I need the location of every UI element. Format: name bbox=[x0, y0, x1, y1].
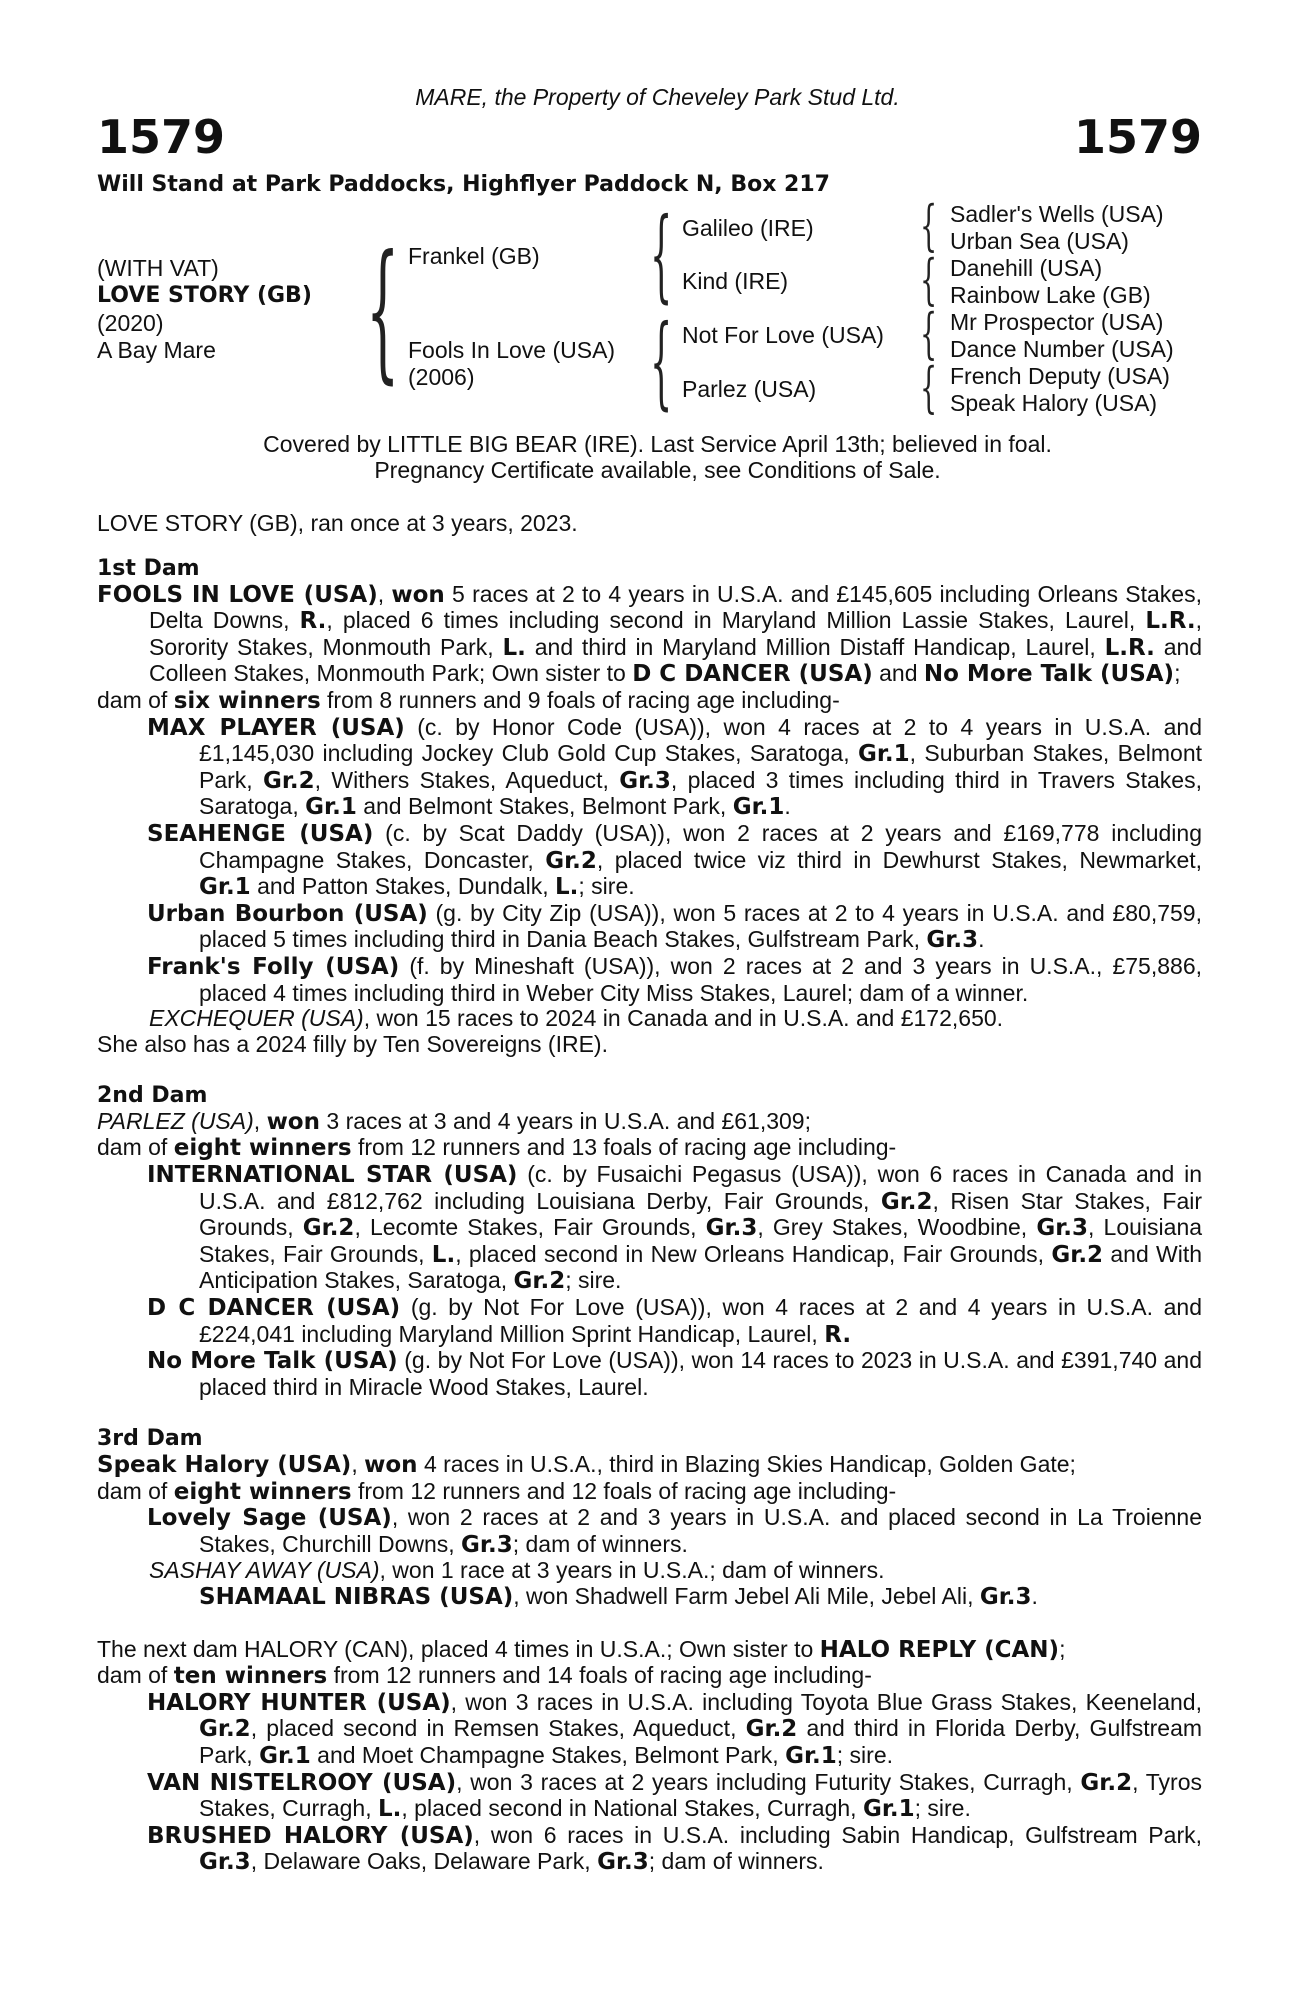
progeny-text: , Grey Stakes, Woodbine, bbox=[757, 1214, 1028, 1241]
dam2-record: PARLEZ (USA), won 3 races at 3 and 4 years in U.S.A. and £61,309; bbox=[97, 1107, 811, 1135]
progeny-text: ; dam of winners. bbox=[648, 1848, 824, 1875]
pedigree-brace-g3-4: { bbox=[920, 356, 938, 419]
pedigree-dam-year: (2006) bbox=[408, 364, 475, 390]
progeny-text: ; sire. bbox=[565, 1267, 622, 1294]
dam1-text: 5 races at 2 to 4 years in U.S.A. and £145,605 including Orleans Stakes, Delta Downs, bbox=[149, 580, 1202, 634]
race-grade: Gr.2 bbox=[1051, 1241, 1104, 1268]
dam2-name: PARLEZ (USA) bbox=[97, 1107, 254, 1134]
dam3-text: dam of bbox=[97, 1477, 168, 1504]
family-body bbox=[97, 556, 1202, 1876]
pedigree-gen3-3: Danehill (USA) bbox=[950, 255, 1103, 281]
dam3-winners-count: eight winners bbox=[173, 1478, 352, 1505]
dam1-text: and Colleen Stakes, Monmouth Park; Own sister to bbox=[149, 633, 1203, 687]
race-grade: Gr.1 bbox=[199, 874, 251, 901]
progeny-name: MAX PLAYER (USA) bbox=[147, 714, 405, 741]
dam3-heading: 3rd Dam bbox=[97, 1426, 203, 1452]
dam2-text: 3 races at 3 and 4 years in U.S.A. and £61,309; bbox=[326, 1107, 811, 1134]
race-grade: Gr.2 bbox=[302, 1215, 355, 1242]
progeny-text: , placed second in Remsen Stakes, Aqueduct, bbox=[250, 1715, 737, 1742]
race-grade: Gr.3 bbox=[597, 1849, 649, 1876]
progeny-text: (f. by Mineshaft (USA)), won 2 races at 2 and 3 years in U.S.A., £75,886, placed 4 times including third in Weber City Miss Stakes, Laurel; dam of a winner. bbox=[199, 952, 1202, 1006]
progeny-entry bbox=[97, 1505, 1202, 1558]
dam1-text: , placed 6 times including second in Maryland Million Lassie Stakes, Laurel, bbox=[326, 607, 1136, 634]
stand-location: Will Stand at Park Paddocks, Highflyer Paddock N, Box 217 bbox=[97, 172, 830, 197]
progeny-entry bbox=[97, 954, 1202, 1006]
progeny-entry bbox=[97, 1770, 1202, 1823]
progeny-text: (g. by Not For Love (USA)), won 14 races to 2023 in U.S.A. and £391,740 and placed third in Miracle Wood Stakes, Laurel. bbox=[199, 1347, 1203, 1400]
progeny-name: SASHAY AWAY (USA) bbox=[149, 1557, 380, 1584]
progeny-text: (g. by Not For Love (USA)), won 4 races at 2 and 4 years in U.S.A. and £224,041 including Maryland Million Sprint Handicap, Laurel, bbox=[199, 1294, 1202, 1347]
progeny-name: D C DANCER (USA) bbox=[147, 1295, 401, 1322]
progeny-text: and Belmont Stakes, Belmont Park, bbox=[363, 793, 727, 820]
next-dam-record bbox=[97, 1637, 1202, 1664]
progeny-text: , won 1 race at 3 years in U.S.A.; dam of winners. bbox=[379, 1557, 885, 1584]
pedigree-gen3-7: French Deputy (USA) bbox=[950, 363, 1170, 389]
dam3-produce-summary bbox=[97, 1479, 1202, 1506]
next-dam-text: The next dam HALORY (CAN), placed 4 times in U.S.A.; Own sister to bbox=[97, 1635, 814, 1662]
progeny-text: , placed twice viz third in Dewhurst Stakes, Newmarket, bbox=[596, 846, 1203, 873]
progeny-name: INTERNATIONAL STAR (USA) bbox=[147, 1162, 518, 1189]
dam1-heading: 1st Dam bbox=[97, 556, 200, 581]
progeny-entry bbox=[97, 901, 1202, 954]
progeny-text: , Suburban Stakes, Belmont Park, bbox=[199, 740, 1203, 793]
progeny-text: , Delaware Oaks, Delaware Park, bbox=[250, 1848, 591, 1875]
progeny-text: and third in Florida Derby, Gulfstream Park, bbox=[199, 1715, 1203, 1768]
progeny-text: , Louisiana Stakes, Fair Grounds, bbox=[199, 1214, 1203, 1267]
progeny-entry bbox=[97, 1295, 1202, 1348]
dam1-text: dam of bbox=[97, 686, 168, 713]
progeny-entry bbox=[97, 715, 1202, 821]
progeny-text: , Tyros Stakes, Curragh, bbox=[199, 1768, 1203, 1822]
race-grade: Gr.2 bbox=[513, 1268, 566, 1295]
horse-year: (2020) bbox=[97, 310, 164, 336]
dam3-text: from 12 runners and 12 foals of racing age including- bbox=[357, 1477, 897, 1504]
race-grade: Gr.1 bbox=[732, 794, 785, 821]
dam3-text: 4 races in U.S.A., third in Blazing Skies Handicap, Golden Gate; bbox=[423, 1451, 1076, 1477]
progeny-name: BRUSHED HALORY (USA) bbox=[147, 1822, 474, 1849]
dam1-text: and bbox=[879, 660, 918, 687]
dam2-text: from 12 runners and 13 foals of racing age including- bbox=[357, 1134, 897, 1161]
pedigree-gen3-5: Mr Prospector (USA) bbox=[950, 309, 1164, 335]
progeny-name: HALORY HUNTER (USA) bbox=[147, 1689, 451, 1716]
dam2-text: dam of bbox=[97, 1134, 168, 1161]
progeny-text: , won Shadwell Farm Jebel Ali Mile, Jebel Ali, bbox=[513, 1582, 974, 1609]
pedigree-gen3-2: Urban Sea (USA) bbox=[950, 228, 1129, 254]
progeny-text: . bbox=[1031, 1582, 1038, 1609]
race-grade: L. bbox=[502, 634, 526, 661]
dam2-heading: 2nd Dam bbox=[97, 1083, 208, 1109]
dam1-also: She also has a 2024 filly by Ten Sovereigns (IRE). bbox=[97, 1030, 608, 1057]
race-grade: Gr.2 bbox=[880, 1188, 933, 1215]
progeny-entry bbox=[97, 1558, 1202, 1584]
progeny-text: , won 6 races in U.S.A. including Sabin Handicap, Gulfstream Park, bbox=[473, 1821, 1202, 1848]
progeny-text: . bbox=[784, 793, 791, 820]
pedigree-brace-g3-3: { bbox=[920, 302, 938, 365]
progeny-name: Frank's Folly (USA) bbox=[147, 953, 400, 980]
next-dam-winners-count: ten winners bbox=[173, 1663, 328, 1690]
race-grade: Gr.1 bbox=[785, 1742, 837, 1769]
next-dam-text: from 12 runners and 14 foals of racing age including- bbox=[333, 1662, 872, 1689]
race-grade: L.R. bbox=[1104, 634, 1155, 661]
progeny-text: , placed second in National Stakes, Curragh, bbox=[401, 1795, 857, 1822]
pedigree-sire: Frankel (GB) bbox=[408, 243, 540, 269]
race-grade: Gr.1 bbox=[259, 1742, 311, 1769]
pedigree-gen3-1: Sadler's Wells (USA) bbox=[950, 201, 1164, 227]
progeny-text: , won 2 races at 2 and 3 years in U.S.A. and placed second in La Troienne Stakes, Churchill Downs, bbox=[199, 1504, 1202, 1557]
dam1-text: from 8 runners and 9 foals of racing age including- bbox=[327, 686, 840, 713]
race-grade: R. bbox=[824, 1321, 852, 1348]
progeny-entry bbox=[97, 1348, 1202, 1400]
pedigree-brace-dam: { bbox=[650, 303, 673, 420]
race-grade: R. bbox=[299, 608, 327, 635]
pedigree-gen3-8: Speak Halory (USA) bbox=[950, 390, 1158, 416]
progeny-text: ; sire. bbox=[914, 1795, 971, 1822]
race-grade: Gr.3 bbox=[461, 1531, 513, 1558]
dam1-name: FOOLS IN LOVE (USA) bbox=[97, 581, 378, 608]
pedigree-gen3-4: Rainbow Lake (GB) bbox=[950, 282, 1151, 308]
covered-line-1: Covered by LITTLE BIG BEAR (IRE). Last Service April 13th; believed in foal. bbox=[263, 431, 1052, 457]
pedigree-gen2-3: Not For Love (USA) bbox=[682, 322, 884, 348]
race-grade: Gr.3 bbox=[705, 1215, 758, 1242]
race-grade: Gr.3 bbox=[926, 927, 979, 954]
lot-number-left: 1579 bbox=[97, 110, 226, 164]
dam1-record: FOOLS IN LOVE (USA), won 5 races at 2 to 4 years in U.S.A. and £145,605 including Orleans Stakes, Delta Downs, R., placed 6 times including second in Maryland Million Lassie Stakes, Laurel, L.R., Sorority Stakes, Monmouth Park, L. and third in Maryland Million Distaff Handicap, Laurel, L.R. and Colleen Stakes, Monmouth Park; Own sister to D C DANCER (USA) and No More Talk (USA); bbox=[97, 580, 1203, 688]
progeny-text: , Withers Stakes, Aqueduct, bbox=[314, 766, 609, 793]
pedigree-brace-g3-2: { bbox=[920, 248, 938, 311]
race-record-intro: LOVE STORY (GB), ran once at 3 years, 2023. bbox=[97, 510, 578, 536]
dam2-won: won bbox=[266, 1108, 320, 1135]
race-grade: Gr.3 bbox=[199, 1849, 251, 1876]
progeny-text: , Lecomte Stakes, Fair Grounds, bbox=[354, 1214, 697, 1241]
pedigree-gen2-1: Galileo (IRE) bbox=[682, 215, 814, 241]
progeny-name: EXCHEQUER (USA) bbox=[149, 1005, 364, 1032]
next-dam-text: ; bbox=[1059, 1635, 1066, 1662]
dam3-won: won bbox=[364, 1452, 418, 1478]
race-grade: Gr.3 bbox=[1036, 1215, 1089, 1242]
dam1-produce-summary bbox=[97, 688, 1202, 715]
dam3-record: Speak Halory (USA), won 4 races in U.S.A., third in Blazing Skies Handicap, Golden Gate; bbox=[97, 1451, 1076, 1478]
progeny-text: and Moet Champagne Stakes, Belmont Park, bbox=[317, 1741, 779, 1768]
next-dam-text: dam of bbox=[97, 1662, 168, 1689]
progeny-text: , placed 3 times including third in Travers Stakes, Saratoga, bbox=[199, 766, 1202, 820]
progeny-text: , won 3 races at 2 years including Futurity Stakes, Curragh, bbox=[456, 1768, 1073, 1795]
progeny-text: ; sire. bbox=[836, 1741, 893, 1768]
progeny-entry bbox=[97, 1006, 1202, 1032]
progeny-name: Urban Bourbon (USA) bbox=[147, 900, 428, 927]
progeny-text: (c. by Scat Daddy (USA)), won 2 races at 2 years and £169,778 including Champagne Stakes, Doncaster, bbox=[199, 819, 1202, 873]
vat-note: (WITH VAT) bbox=[97, 255, 219, 281]
dam1-sibling: No More Talk (USA) bbox=[923, 661, 1175, 688]
next-dam-sister: HALO REPLY (CAN) bbox=[819, 1636, 1060, 1663]
race-grade: L. bbox=[431, 1241, 456, 1268]
progeny-name: SHAMAAL NIBRAS (USA) bbox=[199, 1583, 514, 1610]
pedigree-gen2-4: Parlez (USA) bbox=[682, 376, 817, 402]
progeny-text: , won 15 races to 2024 in Canada and in U.S.A. and £172,650. bbox=[363, 1005, 1004, 1032]
progeny-text: (c. by Honor Code (USA)), won 4 races at 2 to 4 years in U.S.A. and £1,145,030 including Jockey Club Gold Cup Stakes, Saratoga, bbox=[199, 713, 1202, 767]
next-dam-produce-summary bbox=[97, 1663, 1202, 1690]
dam1-winners-count: six winners bbox=[173, 687, 321, 714]
progeny-entry bbox=[97, 1823, 1202, 1876]
dam2-winners-count: eight winners bbox=[173, 1135, 352, 1162]
progeny-text: , Risen Star Stakes, Fair Grounds, bbox=[199, 1187, 1202, 1241]
dam3-name: Speak Halory (USA) bbox=[97, 1452, 352, 1478]
progeny-entry bbox=[97, 1584, 1202, 1611]
race-grade: L. bbox=[555, 874, 579, 901]
progeny-text: ; dam of winners. bbox=[512, 1530, 688, 1557]
race-grade: Gr.1 bbox=[305, 794, 357, 821]
dam2-produce-summary bbox=[97, 1135, 1202, 1162]
race-grade: Gr.2 bbox=[745, 1716, 798, 1743]
pedigree-dam: Fools In Love (USA) bbox=[408, 337, 616, 363]
dam1-text: ; bbox=[1174, 660, 1181, 687]
progeny-text: . bbox=[978, 926, 985, 953]
progeny-entry bbox=[97, 1162, 1202, 1295]
progeny-entry bbox=[97, 1690, 1202, 1770]
progeny-text: ; sire. bbox=[578, 873, 635, 900]
dam1-text: , Sorority Stakes, Monmouth Park, bbox=[149, 607, 1203, 660]
race-grade: L. bbox=[377, 1796, 402, 1823]
covered-line-2: Pregnancy Certificate available, see Conditions of Sale. bbox=[374, 457, 941, 483]
catalogue-header: MARE, the Property of Cheveley Park Stud Ltd. bbox=[415, 84, 900, 110]
lot-number-right: 1579 bbox=[1073, 110, 1202, 164]
race-grade: Gr.2 bbox=[199, 1716, 251, 1743]
race-grade: Gr.1 bbox=[857, 741, 910, 768]
pedigree-gen2-2: Kind (IRE) bbox=[682, 268, 789, 294]
race-grade: Gr.2 bbox=[545, 847, 597, 874]
progeny-text: , won 3 races in U.S.A. including Toyota Blue Grass Stakes, Keeneland, bbox=[450, 1688, 1202, 1715]
race-grade: Gr.2 bbox=[1080, 1769, 1133, 1796]
pedigree-brace-main: { bbox=[366, 224, 400, 398]
progeny-entry bbox=[97, 821, 1202, 901]
dam1-sibling: D C DANCER (USA) bbox=[632, 661, 873, 688]
progeny-text: and With Anticipation Stakes, Saratoga, bbox=[199, 1240, 1203, 1294]
dam1-won: won bbox=[391, 581, 445, 608]
pedigree-brace-sire: { bbox=[650, 196, 673, 313]
progeny-text: (g. by City Zip (USA)), won 5 races at 2 to 4 years in U.S.A. and £80,759, placed 5 times including third in Dania Beach Stakes, Gulfstream Park, bbox=[199, 899, 1202, 953]
race-grade: Gr.2 bbox=[262, 767, 315, 794]
progeny-text: and Patton Stakes, Dundalk, bbox=[257, 873, 549, 900]
race-grade: Gr.3 bbox=[619, 767, 671, 794]
progeny-name: Lovely Sage (USA) bbox=[147, 1505, 392, 1532]
progeny-name: VAN NISTELROOY (USA) bbox=[147, 1769, 457, 1796]
pedigree-brace-g3-1: { bbox=[920, 194, 938, 257]
horse-description: A Bay Mare bbox=[97, 337, 216, 363]
progeny-name: SEAHENGE (USA) bbox=[147, 820, 374, 847]
pedigree-gen3-6: Dance Number (USA) bbox=[950, 336, 1174, 362]
progeny-text: , placed second in New Orleans Handicap, Fair Grounds, bbox=[455, 1240, 1045, 1267]
race-grade: L.R. bbox=[1145, 608, 1196, 635]
race-grade: Gr.1 bbox=[862, 1796, 915, 1823]
progeny-text: (c. by Fusaichi Pegasus (USA)), won 6 races in Canada and in U.S.A. and £812,762 including Louisiana Derby, Fair Grounds, bbox=[199, 1161, 1202, 1214]
race-grade: Gr.3 bbox=[979, 1583, 1032, 1610]
dam1-text: and third in Maryland Million Distaff Handicap, Laurel, bbox=[534, 633, 1096, 660]
horse-name: LOVE STORY (GB) bbox=[97, 283, 312, 308]
progeny-name: No More Talk (USA) bbox=[147, 1348, 398, 1375]
